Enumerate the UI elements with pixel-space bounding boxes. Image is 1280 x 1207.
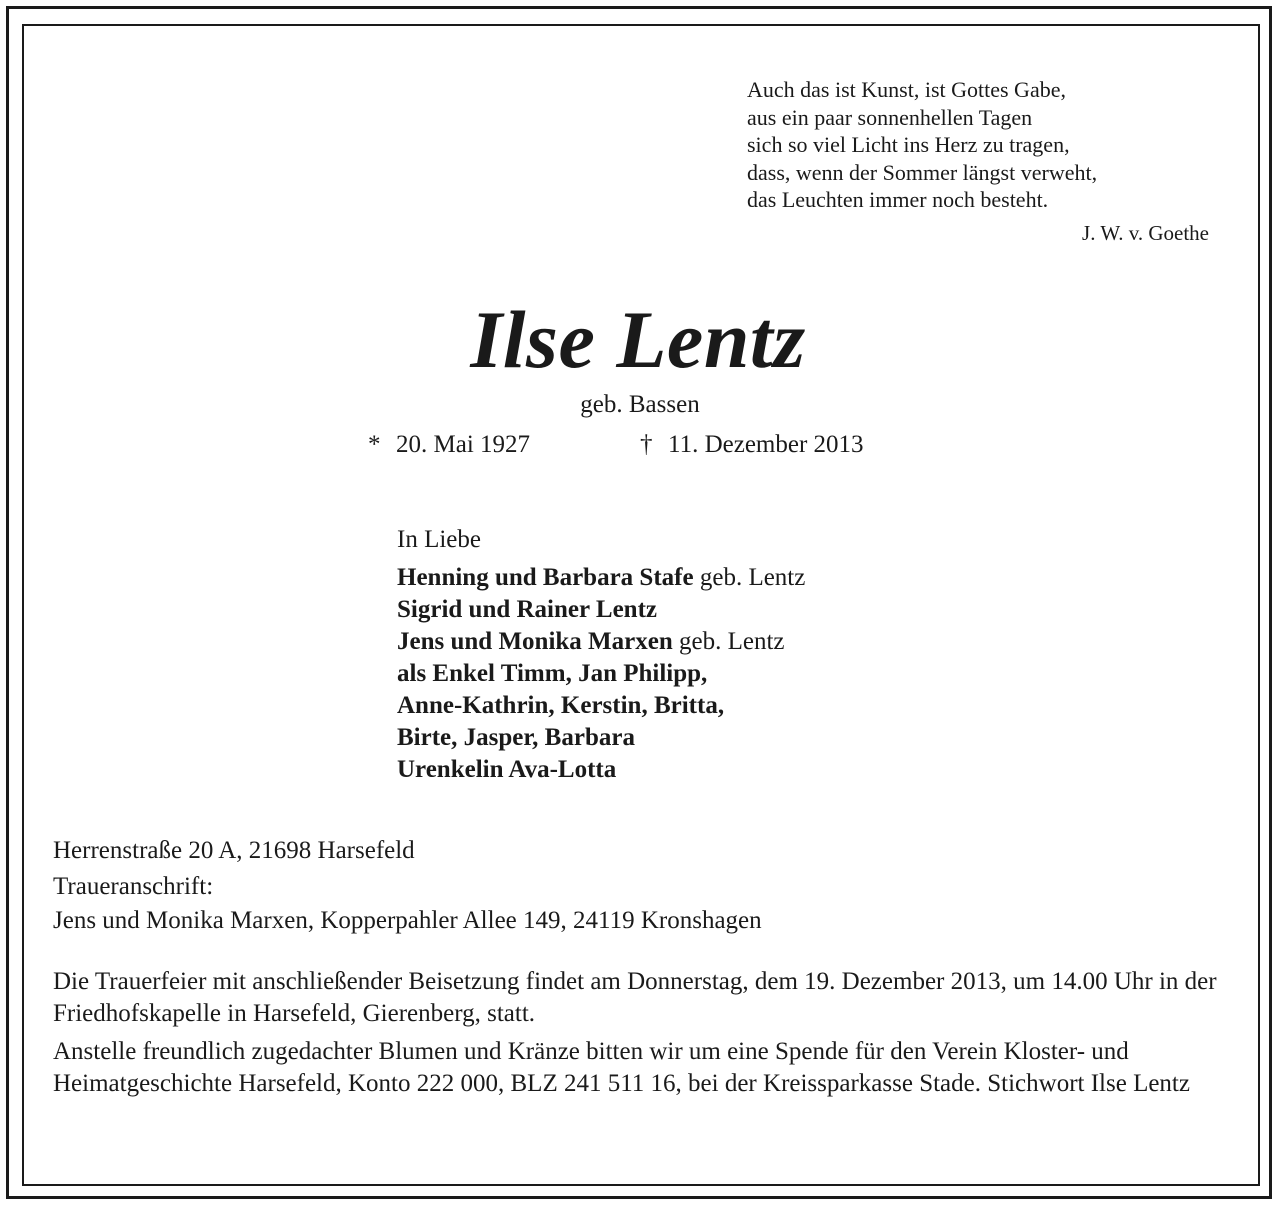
mourner-name: Urenkelin Ava-Lotta — [397, 756, 617, 783]
mourner-entry — [397, 658, 805, 690]
maiden-name: geb. Bassen — [580, 391, 700, 418]
mourner-entry — [397, 562, 805, 594]
mourner-name: Anne-Kathrin, Kerstin, Britta, — [397, 692, 725, 719]
death-date: 11. Dezember 2013 — [668, 431, 864, 458]
quote-line: Auch das ist Kunst, ist Gottes Gabe, — [747, 77, 1066, 102]
death-date-group — [640, 428, 864, 462]
birth-symbol: * — [368, 431, 381, 458]
mourner-entry — [397, 594, 805, 626]
address-block — [53, 834, 762, 938]
mourner-entry — [397, 626, 805, 658]
quote-author: J. W. v. Goethe — [1082, 220, 1209, 245]
mourner-note: geb. Lentz — [693, 564, 806, 591]
residence-address: Herrenstraße 20 A, 21698 Harsefeld — [53, 837, 415, 864]
deceased-name — [0, 290, 1280, 390]
quote-line: dass, wenn der Sommer längst verweht, — [747, 159, 1098, 185]
mourner-entry — [397, 690, 805, 722]
mourning-address: Jens und Monika Marxen, Kopperpahler Allee 149, 24119 Kronshagen — [53, 907, 762, 934]
mourner-name: als Enkel Timm, Jan Philipp, — [397, 660, 708, 687]
mourner-name: Birte, Jasper, Barbara — [397, 724, 635, 751]
birth-date: 20. Mai 1927 — [396, 431, 531, 458]
mourners-list — [397, 524, 805, 786]
quote-line: das Leuchten immer noch besteht. — [747, 187, 1049, 212]
mourner-entry — [397, 754, 805, 786]
quote-line: aus ein paar sonnenhellen Tagen — [747, 104, 1033, 130]
mourner-name: Jens und Monika Marxen — [397, 628, 673, 655]
mourner-name: Henning und Barbara Stafe — [397, 564, 694, 591]
ceremony-info: Die Trauerfeier mit anschließender Beisetzung findet am Donnerstag, dem 19. Dezember 2013, um 14.00 Uhr in der Friedhofskapelle in Harsefeld, Gierenberg, statt. — [53, 968, 1217, 1027]
mourner-note: geb. Lentz — [672, 628, 785, 655]
deceased-name-text: Ilse Lentz — [470, 294, 806, 385]
mourning-address-label: Traueranschrift: — [53, 873, 214, 900]
mourner-name: Sigrid und Rainer Lentz — [397, 596, 657, 623]
birth-date-group — [368, 428, 530, 462]
mourners-intro: In Liebe — [397, 526, 481, 553]
death-symbol: † — [640, 431, 653, 458]
mourner-entry — [397, 722, 805, 754]
funeral-notice — [53, 966, 1243, 1106]
donation-info: Anstelle freundlich zugedachter Blumen und Kränze bitten wir um eine Spende für den Verein Kloster- und Heimatgeschichte Harsefeld, Konto 222 000, BLZ 241 511 16, bei der Kreissparkasse Stade. Stichwort Ilse Lentz — [53, 1038, 1190, 1097]
goethe-quote — [747, 76, 1209, 247]
quote-line: sich so viel Licht ins Herz zu tragen, — [747, 132, 1070, 157]
